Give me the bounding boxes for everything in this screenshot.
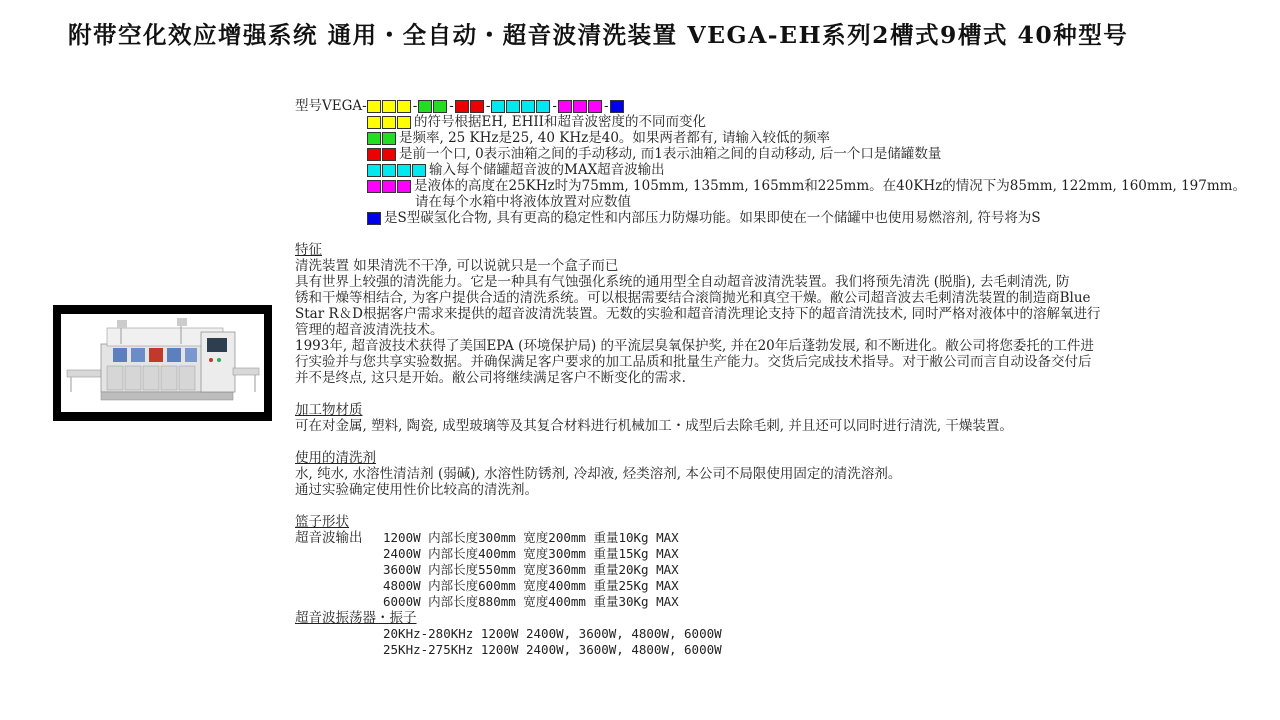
legend-red: 是前一个口, 0表示油箱之间的手动移动, 而1表示油箱之间的自动移动, 后一个口是储罐数量 — [295, 146, 1255, 162]
legend-blue: 是S型碳氢化合物, 具有更高的稳定性和内部压力防爆功能。如果即使在一个储罐中也使用易燃溶剂, 符号将为S — [295, 210, 1255, 226]
basket-spec-row: 4800W 内部长度600mm 宽度400mm 重量25Kg MAX — [383, 578, 679, 593]
legend-magenta-continuation: 请在每个水箱中将液体放置对应数值 — [415, 194, 631, 210]
cyan-code-box — [491, 100, 505, 113]
product-photo-frame — [53, 305, 272, 421]
detergents-heading: 使用的清洗剂 — [295, 450, 376, 466]
basket-spec-row: 2400W 内部长度400mm 宽度300mm 重量15Kg MAX — [383, 546, 679, 561]
green-code-box — [433, 100, 447, 113]
features-heading: 特征 — [295, 242, 322, 258]
basket-heading: 篮子形状 — [295, 514, 349, 530]
features-line: 清洗装置 如果清洗不干净, 可以说就只是一个盒子而已 — [295, 258, 619, 274]
legend-cyan: 输入每个储罐超音波的MAX超音波输出 — [295, 162, 1255, 178]
legend-green: 是频率, 25 KHz是25, 40 KHz是40。如果两者都有, 请输入较低的频率 — [295, 130, 1255, 146]
green-code-box — [418, 100, 432, 113]
features-line: 并不是终点, 这只是开始。敝公司将继续满足客户不断变化的需求. — [295, 370, 686, 386]
basket-spec-row: 6000W 内部长度880mm 宽度400mm 重量30Kg MAX — [383, 594, 679, 609]
legend-yellow: 的符号根据EH, EHII和超音波密度的不同而变化 — [295, 114, 1255, 130]
features-line: 锈和干燥等相结合, 为客户提供合适的清洗系统。可以根据需要结合滚筒抛光和真空干燥。敝公司超音波去毛刺清洗装置的制造商Blue — [295, 290, 1091, 306]
transducer-heading: 超音波振荡器・振子 — [295, 610, 417, 626]
yellow-code-box — [382, 100, 396, 113]
features-line: 1993年, 超音波技术获得了美国EPA (环境保护局) 的平流层臭氧保护奖, 并在20年后蓬勃发展, 和不断进化。敝公司将您委托的工件进 — [295, 338, 1094, 354]
yellow-code-box — [397, 100, 411, 113]
cyan-code-box — [506, 100, 520, 113]
cyan-code-box — [521, 100, 535, 113]
materials-heading: 加工物材质 — [295, 402, 363, 418]
detergents-line: 水, 纯水, 水溶性清洁剂 (弱碱), 水溶性防锈剂, 冷却液, 烃类溶剂, 本公司不局限使用固定的清洗溶剂。 — [295, 466, 902, 482]
basket-spec-row: 超音波输出 1200W 内部长度300mm 宽度200mm 重量10Kg MAX — [295, 530, 679, 546]
page-title: 附带空化效应增强系统 通用・全自动・超音波清洗装置 VEGA-EH系列2槽式9槽式 40种型号 — [68, 21, 1129, 49]
blue-code-box — [610, 100, 624, 113]
features-line: Star R＆D根据客户需求来提供的超音波清洗装置。无数的实验和超音清洗理论支持下的超音清洗技术, 同时严格对液体中的溶解氧进行 — [295, 306, 1101, 322]
magenta-code-box — [558, 100, 572, 113]
cleaning-machine-image — [61, 314, 264, 412]
ultrasonic-output-label: 超音波输出 — [295, 530, 363, 546]
features-line: 管理的超音波清洗技术。 — [295, 322, 444, 338]
features-line: 具有世界上较强的清洗能力。它是一种具有气蚀强化系统的通用型全自动超音波清洗装置。我们将预先清洗 (脱脂), 去毛刺清洗, 防 — [295, 274, 1070, 290]
cyan-code-box — [536, 100, 550, 113]
red-code-box — [455, 100, 469, 113]
yellow-code-box — [367, 100, 381, 113]
detergents-line: 通过实验确定使用性价比较高的清洗剂。 — [295, 482, 538, 498]
features-line: 行实验并与您共享实验数据。并确保满足客户要求的加工品质和批量生产能力。交货后完成技术指导。对于敝公司而言自动设备交付后 — [295, 354, 1092, 370]
transducer-spec-row: 25KHz-275KHz 1200W 2400W, 3600W, 4800W, 6000W — [383, 642, 722, 657]
transducer-spec-row: 20KHz-280KHz 1200W 2400W, 3600W, 4800W, 6000W — [383, 626, 722, 641]
model-code: 型号VEGA- - - - - - — [295, 98, 1255, 114]
legend-magenta: 是液体的高度在25KHz时为75mm, 105mm, 135mm, 165mm和225mm。在40KHz的情况下为85mm, 122mm, 160mm, 197mm。 — [295, 178, 1255, 194]
materials-line: 可在对金属, 塑料, 陶瓷, 成型玻璃等及其复合材料进行机械加工・成型后去除毛刺, 并且还可以同时进行清洗, 干燥装置。 — [295, 418, 1013, 434]
document-body — [295, 98, 1255, 658]
basket-spec-row: 3600W 内部长度550mm 宽度360mm 重量20Kg MAX — [383, 562, 679, 577]
red-code-box — [470, 100, 484, 113]
model-prefix: 型号VEGA- — [295, 98, 367, 114]
magenta-code-box — [573, 100, 587, 113]
magenta-code-box — [588, 100, 602, 113]
